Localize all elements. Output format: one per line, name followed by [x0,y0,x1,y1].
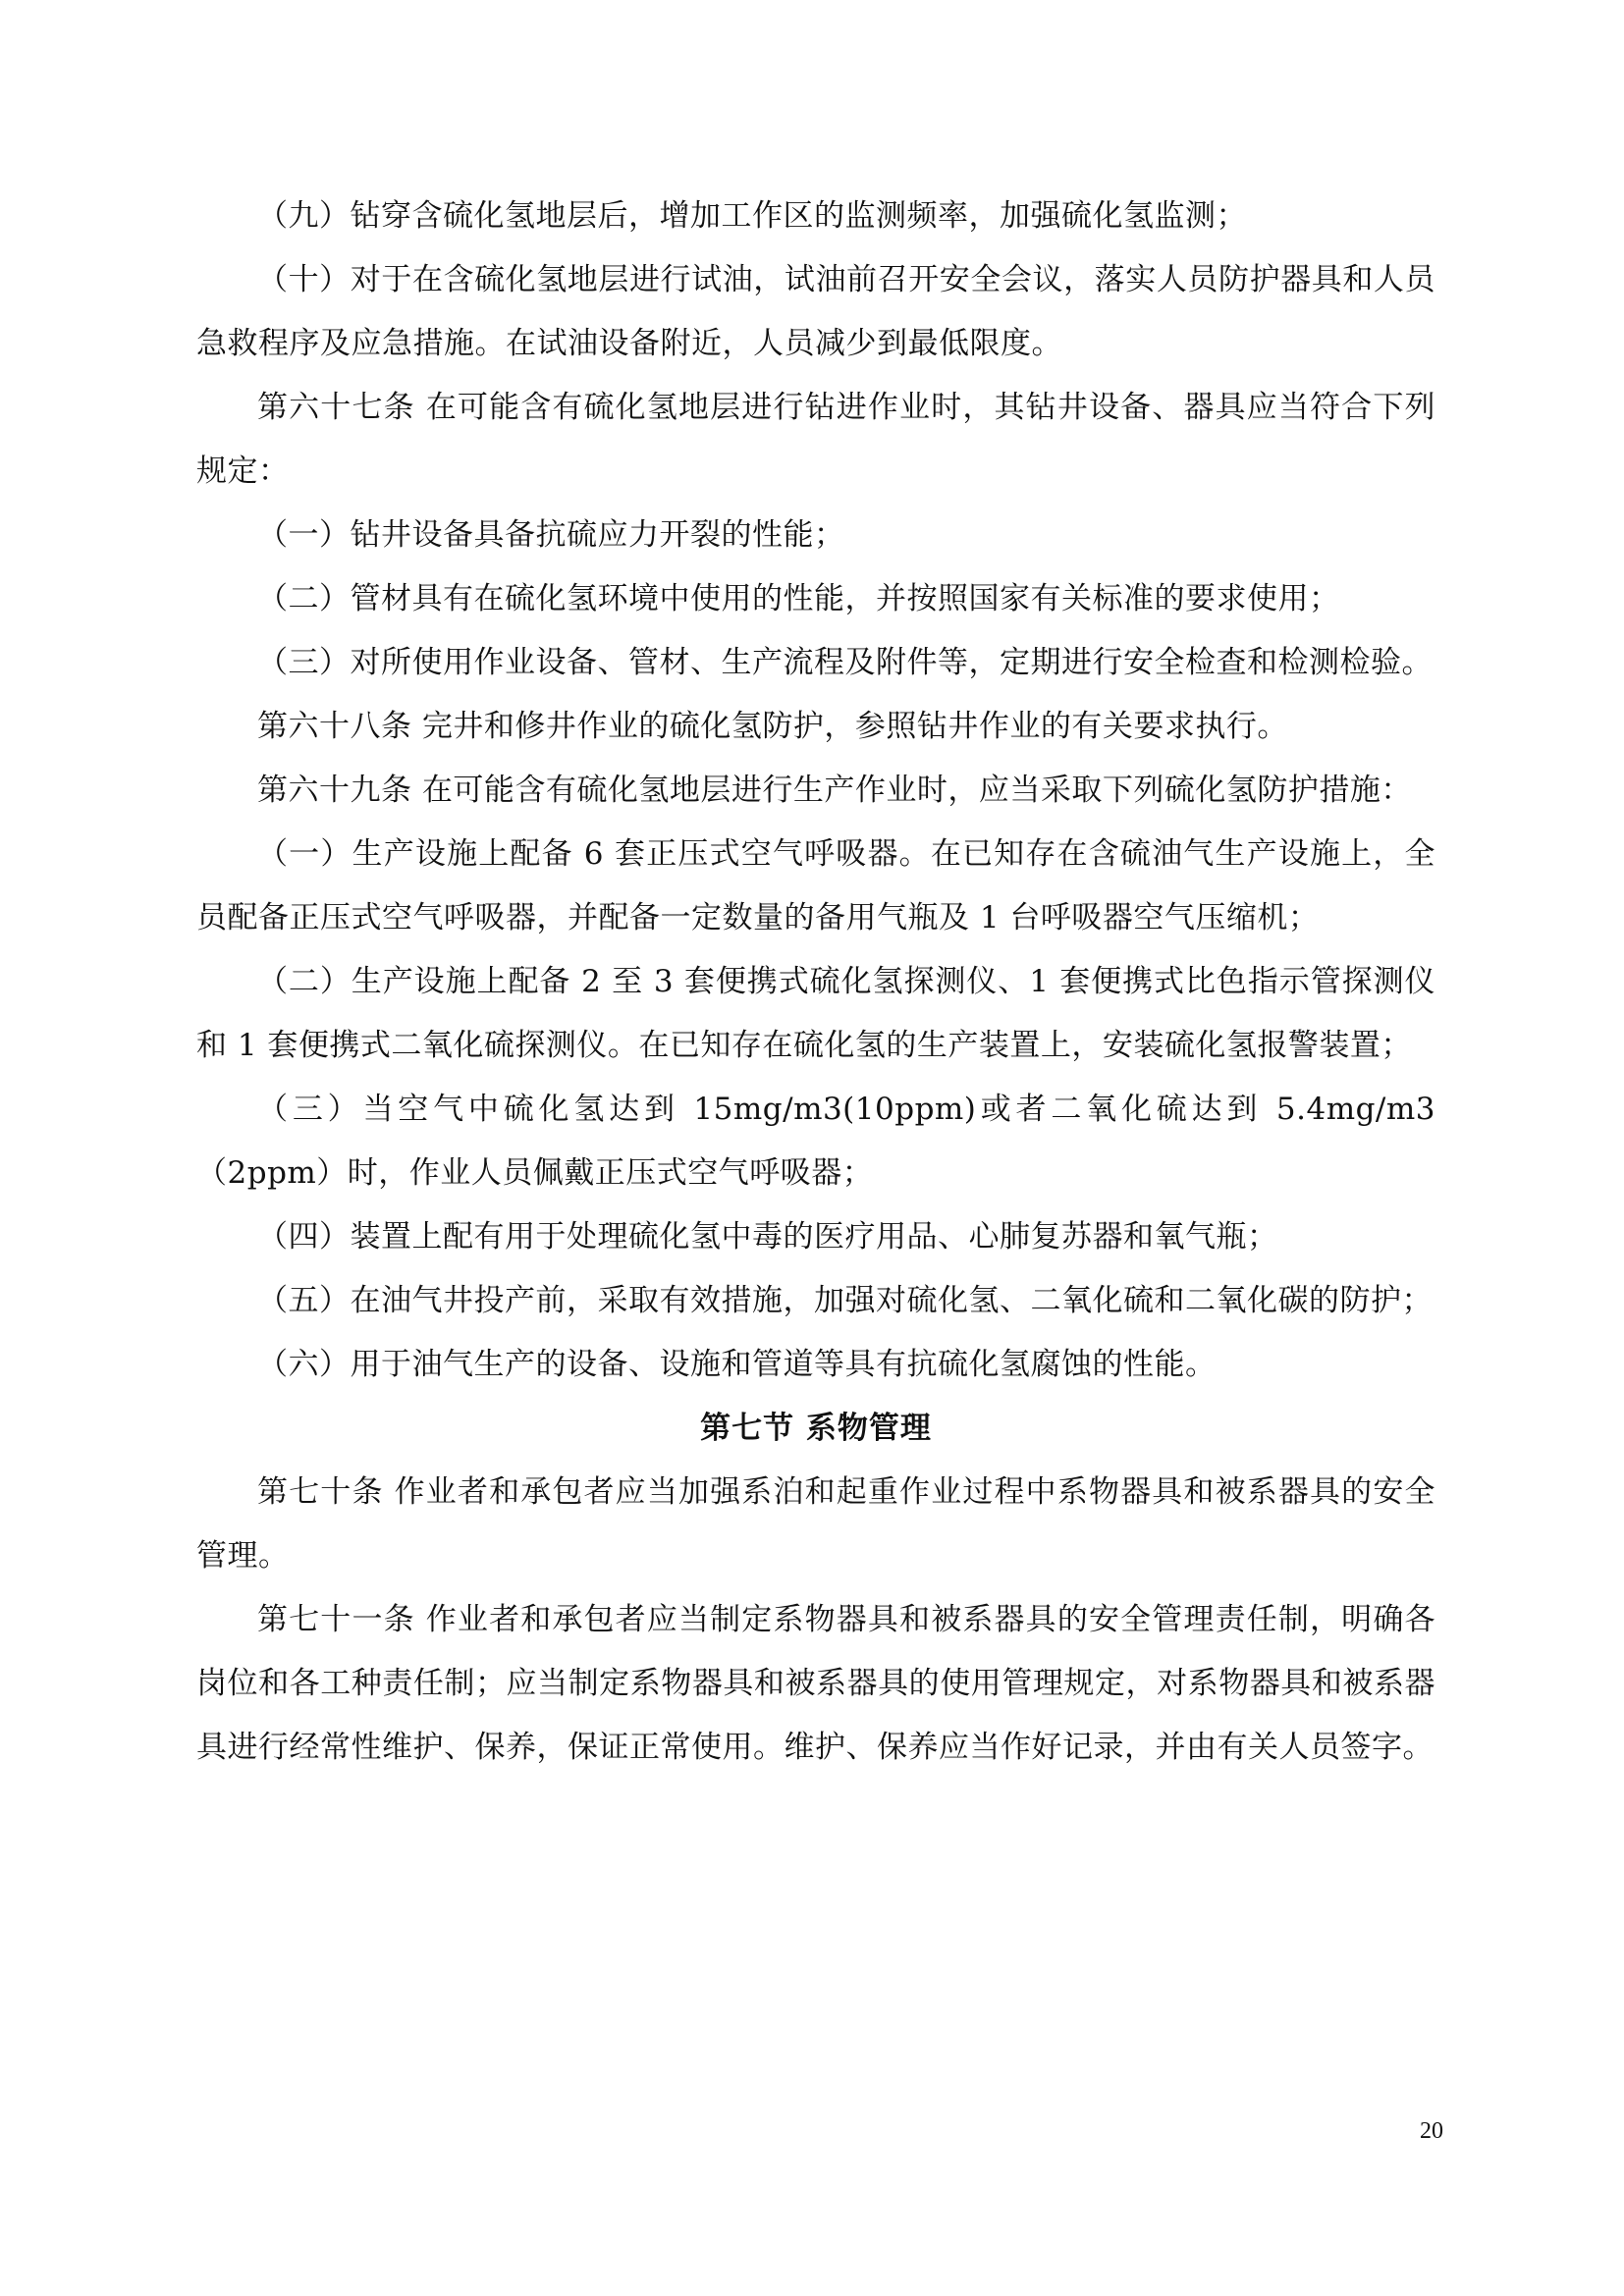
clause-item-10: （十）对于在含硫化氢地层进行试油，试油前召开安全会议，落实人员防护器具和人员急救程序及应急措施。在试油设备附近，人员减少到最低限度。 [196,262,1435,361]
article-71: 第七十一条 作业者和承包者应当制定系物器具和被系器具的安全管理责任制，明确各岗位和各工种责任制；应当制定系物器具和被系器具的使用管理规定，对系物器具和被系器具进行经常性维护、保养，保证正常使用。维护、保养应当作好记录，并由有关人员签字。 [196,1602,1435,1765]
clause-item-9: （九）钻穿含硫化氢地层后，增加工作区的监测频率，加强硫化氢监测； [257,198,1247,234]
article-69-item-6: （六）用于油气生产的设备、设施和管道等具有抗硫化氢腐蚀的性能。 [257,1347,1217,1382]
article-69-item-5: （五）在油气井投产前，采取有效措施，加强对硫化氢、二氧化硫和二氧化碳的防护； [257,1283,1433,1318]
article-69-item-4: （四）装置上配有用于处理硫化氢中毒的医疗用品、心肺复苏器和氧气瓶； [257,1219,1278,1255]
page-number: 20 [1420,2118,1443,2144]
section-heading: 第七节 系物管理 [700,1411,932,1446]
article-70: 第七十条 作业者和承包者应当加强系泊和起重作业过程中系物器具和被系器具的安全管理。 [196,1474,1435,1574]
article-69-item-2: （二）生产设施上配备 2 至 3 套便携式硫化氢探测仪、1 套便携式比色指示管探测仪和 1 套便携式二氧化硫探测仪。在已知存在硫化氢的生产装置上，安装硫化氢报警装置； [196,964,1435,1063]
article-67: 第六十七条 在可能含有硫化氢地层进行钻进作业时，其钻井设备、器具应当符合下列规定： [196,390,1435,489]
article-67-item-3: （三）对所使用作业设备、管材、生产流程及附件等，定期进行安全检查和检测检验。 [257,645,1433,680]
article-69: 第六十九条 在可能含有硫化氢地层进行生产作业时，应当采取下列硫化氢防护措施： [257,773,1412,808]
article-69-item-3: （三）当空气中硫化氢达到 15mg/m3(10ppm)或者二氧化硫达到 5.4mg/m3（2ppm）时，作业人员佩戴正压式空气呼吸器； [196,1092,1435,1191]
article-67-item-2: （二）管材具有在硫化氢环境中使用的性能，并按照国家有关标准的要求使用； [257,581,1340,616]
article-69-item-1: （一）生产设施上配备 6 套正压式空气呼吸器。在已知存在含硫油气生产设施上，全员配备正压式空气呼吸器，并配备一定数量的备用气瓶及 1 台呼吸器空气压缩机； [196,836,1435,935]
article-68: 第六十八条 完井和修井作业的硫化氢防护，参照钻井作业的有关要求执行。 [257,709,1288,744]
document-body [196,185,1435,1780]
article-67-item-1: （一）钻井设备具备抗硫应力开裂的性能； [257,517,845,553]
